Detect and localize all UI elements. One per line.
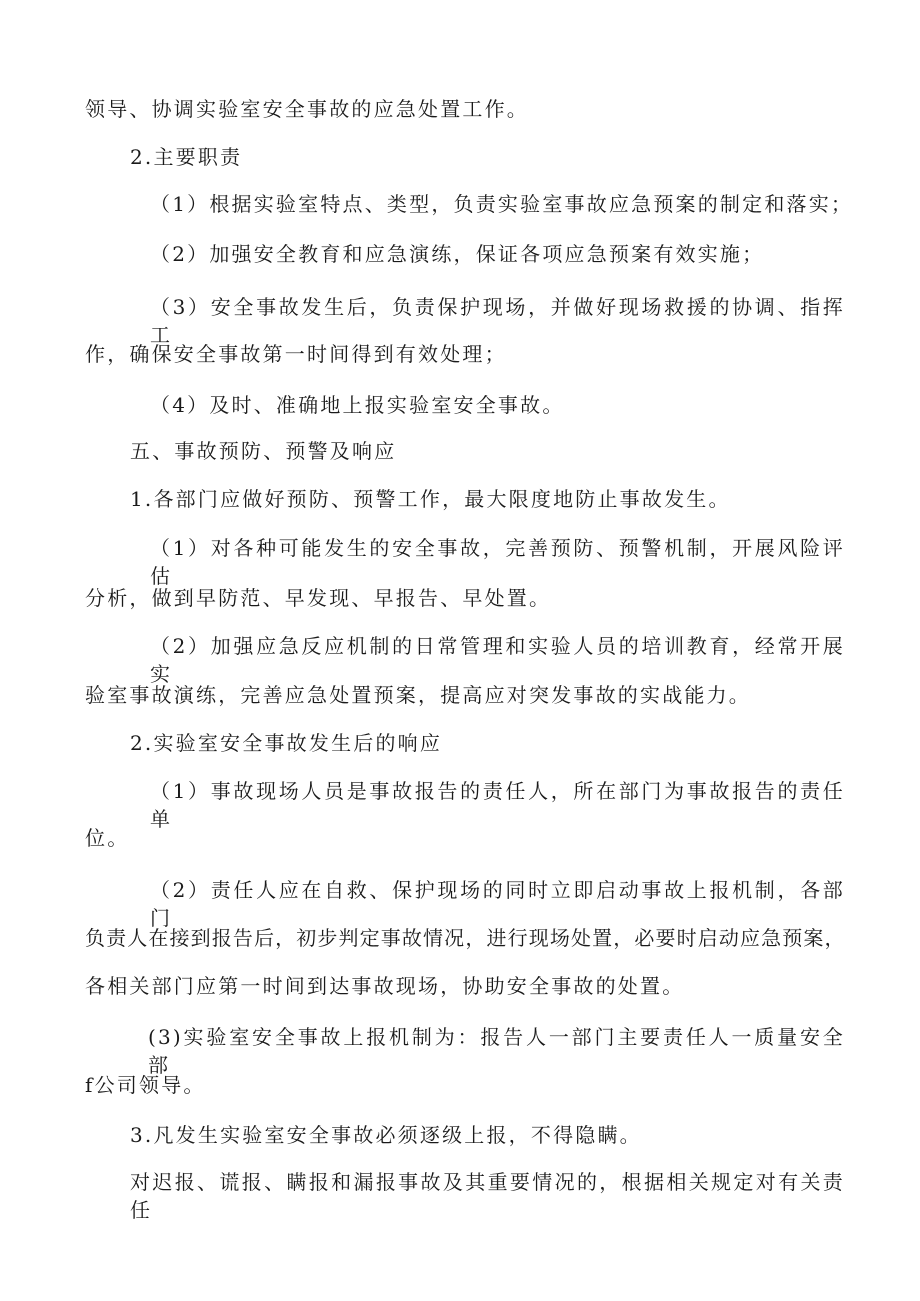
numbered-item: 2.实验室安全事故发生后的响应 bbox=[130, 731, 443, 755]
paragraph-line: 领导、协调实验室安全事故的应急处置工作。 bbox=[85, 97, 529, 121]
list-item: （2）责任人应在自救、保护现场的同时立即启动事故上报机制，各部门 bbox=[150, 878, 845, 930]
list-item: （1）事故现场人员是事故报告的责任人，所在部门为事故报告的责任单 bbox=[150, 779, 845, 831]
list-item: （2）加强安全教育和应急演练，保证各项应急预案有效实施； bbox=[150, 242, 765, 266]
paragraph-line: 对迟报、谎报、瞒报和漏报事故及其重要情况的，根据相关规定对有关责任 bbox=[130, 1170, 845, 1222]
paragraph-line: 分析，做到早防范、早发现、早报告、早处置。 bbox=[85, 586, 552, 610]
section-heading: 2.主要职责 bbox=[130, 145, 243, 169]
list-item: （3）安全事故发生后，负责保护现场，并做好现场救援的协调、指挥工 bbox=[150, 295, 845, 347]
numbered-item: 1.各部门应做好预防、预警工作，最大限度地防止事故发生。 bbox=[130, 487, 731, 511]
list-item: (3)实验室安全事故上报机制为：报告人一部门主要责任人一质量安全部 bbox=[148, 1025, 845, 1077]
list-item: （1）根据实验室特点、类型，负责实验室事故应急预案的制定和落实； bbox=[150, 192, 854, 216]
paragraph-line: 作，确保安全事故第一时间得到有效处理； bbox=[85, 342, 507, 366]
list-item: （4）及时、准确地上报实验室安全事故。 bbox=[150, 393, 565, 417]
section-heading: 五、事故预防、预警及响应 bbox=[130, 439, 397, 463]
paragraph-line: 验室事故演练，完善应急处置预案，提高应对突发事故的实战能力。 bbox=[85, 683, 751, 707]
list-item: （1）对各种可能发生的安全事故，完善预防、预警机制，开展风险评估 bbox=[150, 536, 845, 588]
numbered-item: 3.凡发生实验室安全事故必须逐级上报，不得隐瞒。 bbox=[130, 1123, 642, 1147]
paragraph-line: 各相关部门应第一时间到达事故现场，协助安全事故的处置。 bbox=[85, 974, 685, 998]
paragraph-line: f公司领导。 bbox=[85, 1073, 206, 1097]
paragraph-line: 位。 bbox=[85, 826, 130, 850]
paragraph-line: 负责人在接到报告后，初步判定事故情况，进行现场处置，必要时启动应急预案， bbox=[85, 926, 845, 950]
list-item: （2）加强应急反应机制的日常管理和实验人员的培训教育，经常开展实 bbox=[150, 634, 845, 686]
